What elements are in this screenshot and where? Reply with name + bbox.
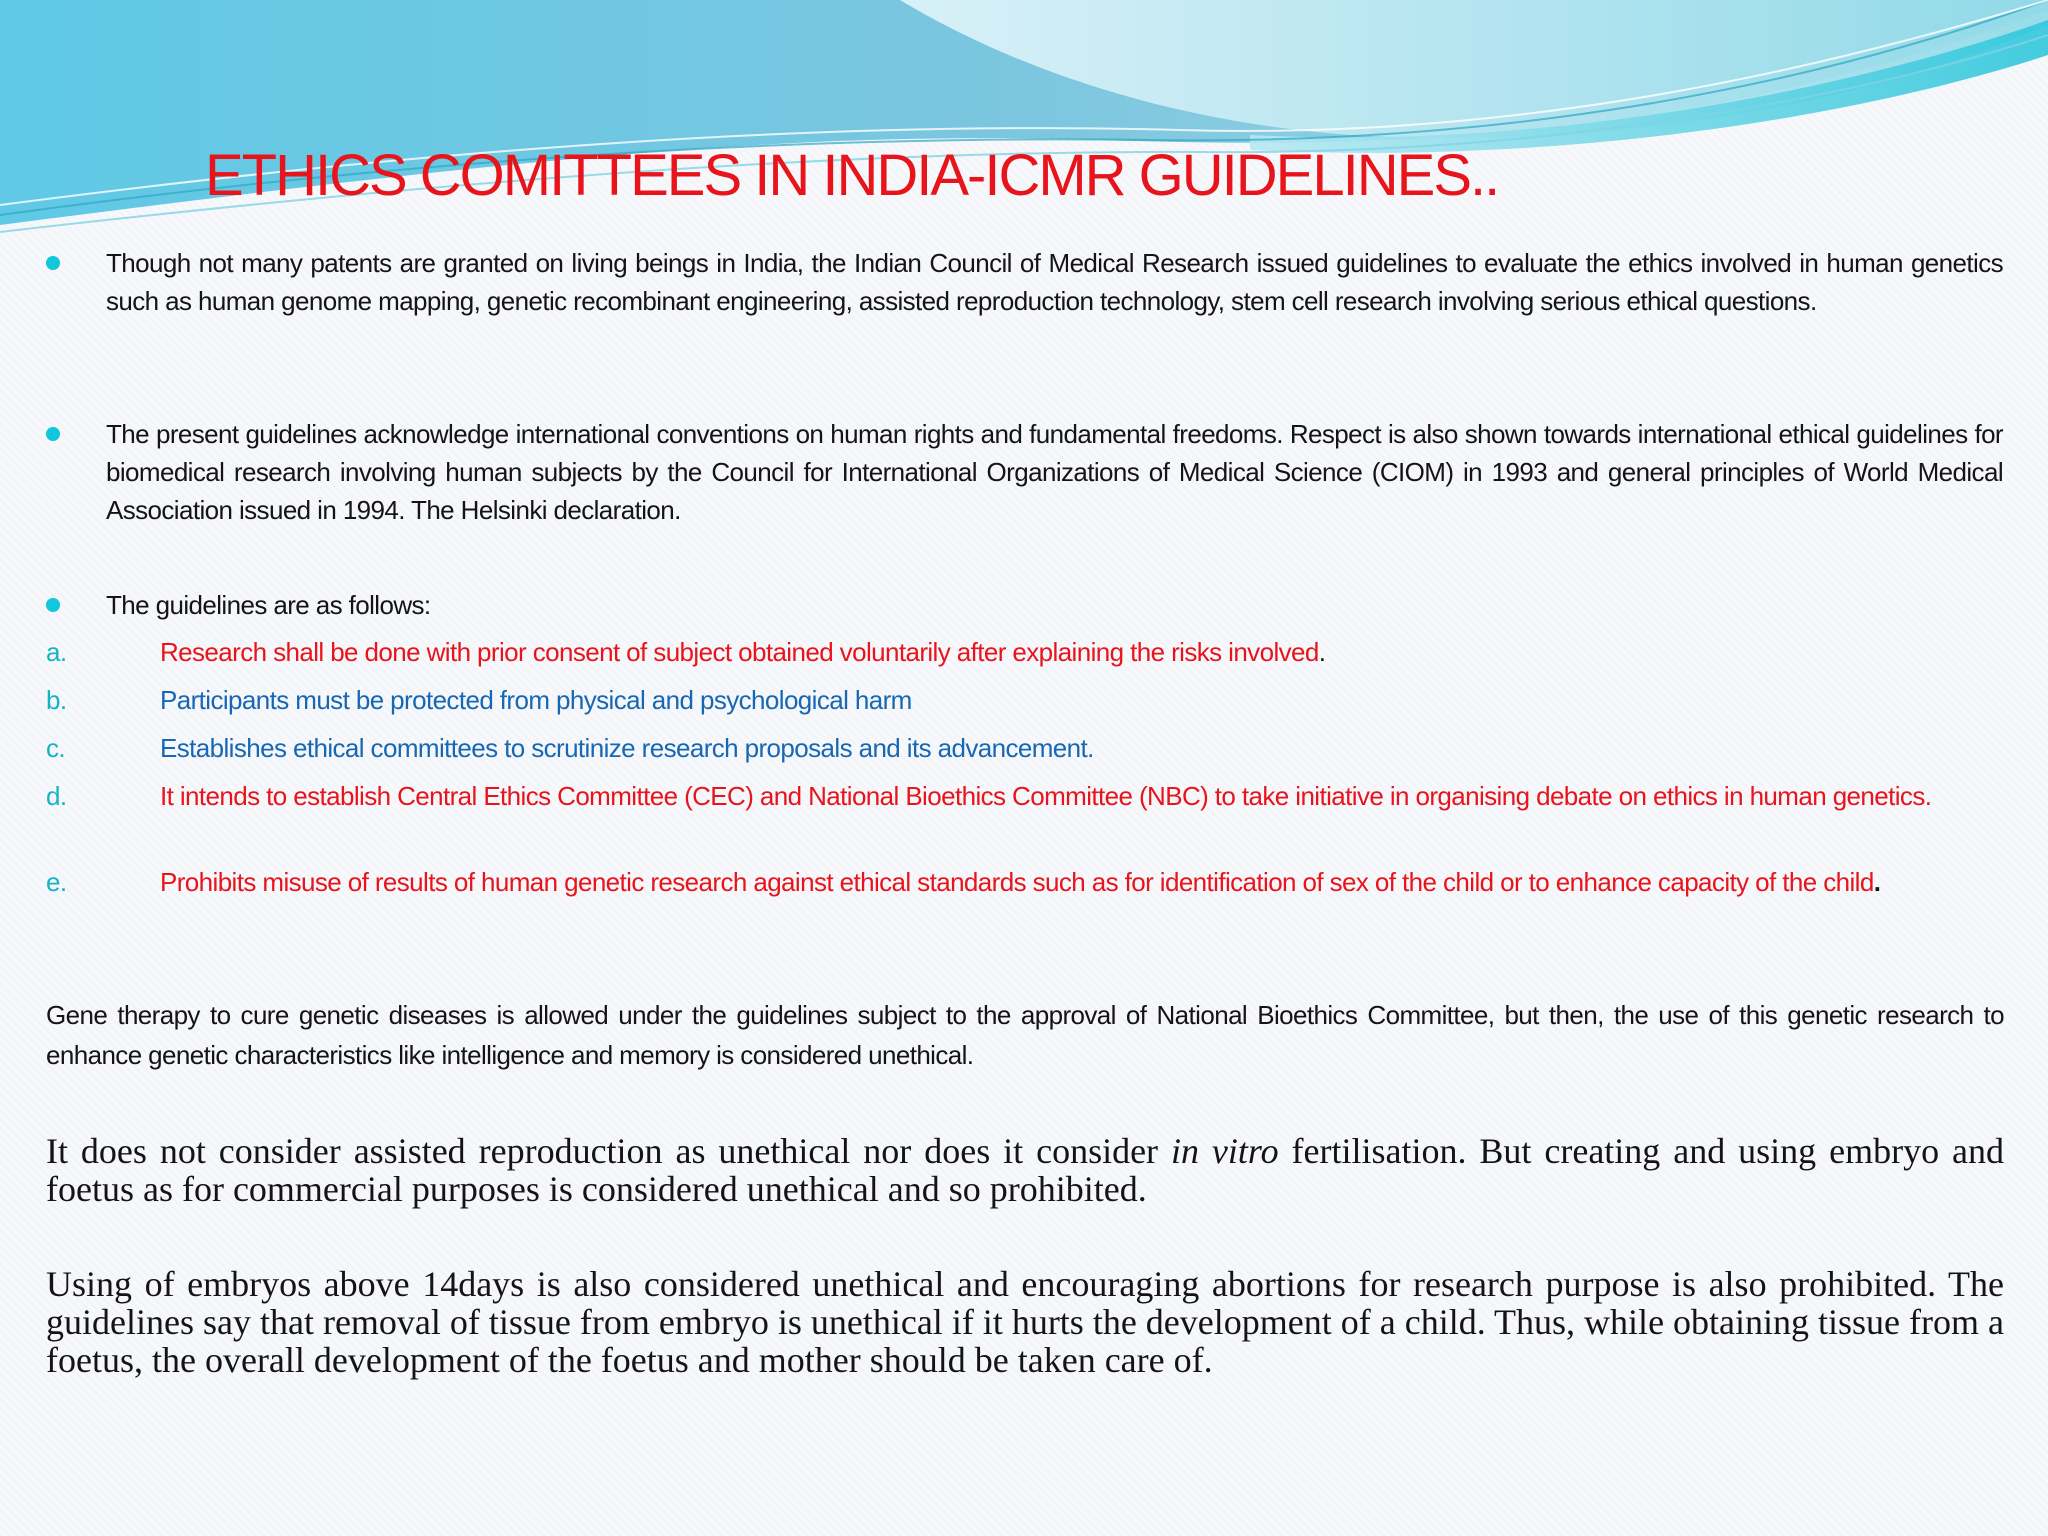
list-marker: c. xyxy=(46,733,66,763)
bullet-text: Though not many patents are granted on living beings in India, the Indian Council of Medical Research issued guidelines to evaluate the ethics involved in human genetics such as human genome mapping, genetic recombinant engineering, assisted reproduction technology, stem cell research involving serious ethical questions. xyxy=(106,248,2003,316)
guideline-text: It intends to establish Central Ethics Committee (CEC) and National Bioethics Committee (NBC) to take initiative in organising debate on ethics in human genetics. xyxy=(160,781,1932,811)
bullet-dot-icon xyxy=(46,427,60,441)
guideline-text: Participants must be protected from physical and psychological harm xyxy=(160,685,912,715)
bullet-dot-icon xyxy=(46,256,60,270)
bullet-text: The guidelines are as follows: xyxy=(106,590,431,620)
guideline-text: Prohibits misuse of results of human genetic research against ethical standards such as for identification of sex of the child or to enhance capacity of the child xyxy=(160,867,1874,897)
bullet-text: The present guidelines acknowledge international conventions on human rights and fundamental freedoms. Respect is also shown towards international ethical guidelines for biomedical research involving human subjects by the Council for International Organizations of Medical Science (CIOM) in 1993 and general principles of World Medical Association issued in 1994. The Helsinki declaration. xyxy=(106,419,2003,525)
decorative-wave-header xyxy=(0,0,2048,260)
guideline-text: Establishes ethical committees to scrutinize research proposals and its advancement. xyxy=(160,733,1094,763)
list-marker: b. xyxy=(46,685,67,715)
guideline-suffix: . xyxy=(1873,867,1881,897)
reproduction-text-part: fertilisation. But creating and using embryo and foetus as for commercial purposes is considered unethical and so prohibited. xyxy=(46,1131,2004,1209)
reproduction-paragraph xyxy=(46,1132,2004,1208)
reproduction-italic-text: in vitro xyxy=(1170,1131,1279,1171)
list-marker: e. xyxy=(46,867,67,897)
reproduction-text-part: It does not consider assisted reproduction as unethical nor does it consider xyxy=(46,1131,1171,1171)
bullet-dot-icon xyxy=(46,598,60,612)
guideline-text: Research shall be done with prior consent of subject obtained voluntarily after explaining the risks involved xyxy=(160,637,1319,667)
gene-therapy-paragraph: Gene therapy to cure genetic diseases is allowed under the guidelines subject to the approval of National Bioethics Committee, but then, the use of this genetic research to enhance genetic characteristics like intelligence and memory is considered unethical. xyxy=(46,1000,2004,1070)
slide-title: ETHICS COMITTEES IN INDIA-ICMR GUIDELINES.. xyxy=(205,143,1499,208)
list-marker: a. xyxy=(46,637,67,667)
guideline-suffix: . xyxy=(1318,637,1326,667)
list-marker: d. xyxy=(46,781,67,811)
embryos-paragraph: Using of embryos above 14days is also considered unethical and encouraging abortions for research purpose is also prohibited. The guidelines say that removal of tissue from embryo is unethical if it hurts the development of a child. Thus, while obtaining tissue from a foetus, the overall development of the foetus and mother should be taken care of. xyxy=(46,1264,2004,1380)
